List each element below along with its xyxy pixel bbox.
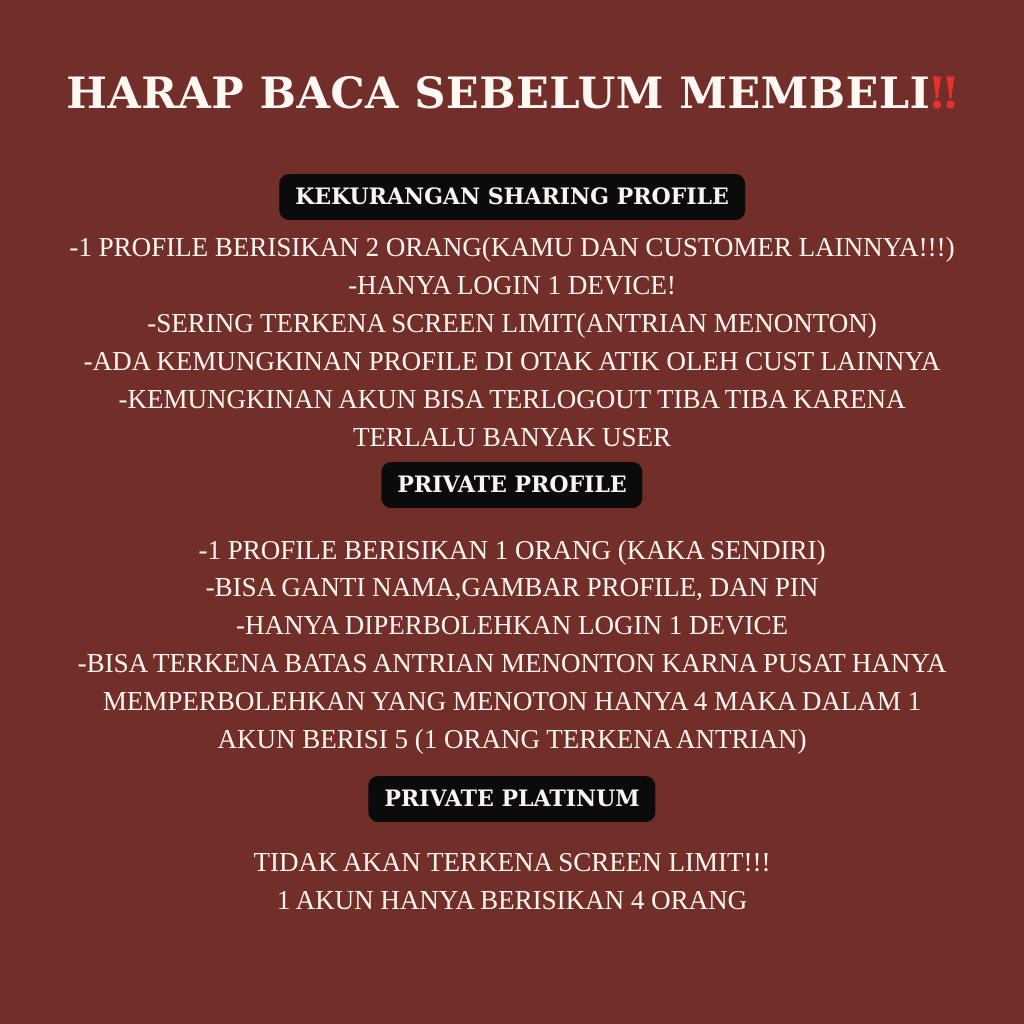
private-profile-line: -BISA GANTI NAMA,GAMBAR PROFILE, DAN PIN [205, 572, 819, 602]
private-profile-line: AKUN BERISI 5 (1 ORANG TERKENA ANTRIAN) [217, 724, 807, 754]
private-profile-line: -BISA TERKENA BATAS ANTRIAN MENONTON KARNA PUSAT HANYA [77, 648, 947, 678]
section-label-private-platinum: PRIVATE PLATINUM [368, 776, 655, 822]
private-profile-line: MEMPERBOLEHKAN YANG MENOTON HANYA 4 MAKA DALAM 1 [102, 686, 922, 716]
section-label-private-profile: PRIVATE PROFILE [381, 462, 642, 508]
double-exclamation-icon: ‼ [930, 69, 958, 119]
private-profile-line: -HANYA DIPERBOLEHKAN LOGIN 1 DEVICE [236, 610, 788, 640]
sharing-profile-line: -SERING TERKENA SCREEN LIMIT(ANTRIAN MENONTON) [147, 308, 877, 338]
private-platinum-line: 1 AKUN HANYA BERISIKAN 4 ORANG [276, 885, 748, 915]
private-platinum-line: TIDAK AKAN TERKENA SCREEN LIMIT!!! [253, 847, 771, 877]
sharing-profile-line: -HANYA LOGIN 1 DEVICE! [348, 270, 676, 300]
sharing-profile-line: -1 PROFILE BERISIKAN 2 ORANG(KAMU DAN CUSTOMER LAINNYA!!!) [69, 232, 955, 262]
sharing-profile-line: TERLALU BANYAK USER [352, 422, 671, 452]
sharing-profile-line: -ADA KEMUNGKINAN PROFILE DI OTAK ATIK OLEH CUST LAINNYA [83, 346, 941, 376]
section-label-sharing-profile: KEKURANGAN SHARING PROFILE [279, 174, 745, 220]
title-text: HARAP BACA SEBELUM MEMBELI [66, 69, 931, 119]
page-title [0, 64, 1024, 124]
sharing-profile-line: -KEMUNGKINAN AKUN BISA TERLOGOUT TIBA TIBA KARENA [118, 384, 906, 414]
private-profile-line: -1 PROFILE BERISIKAN 1 ORANG (KAKA SENDIRI) [198, 535, 826, 565]
